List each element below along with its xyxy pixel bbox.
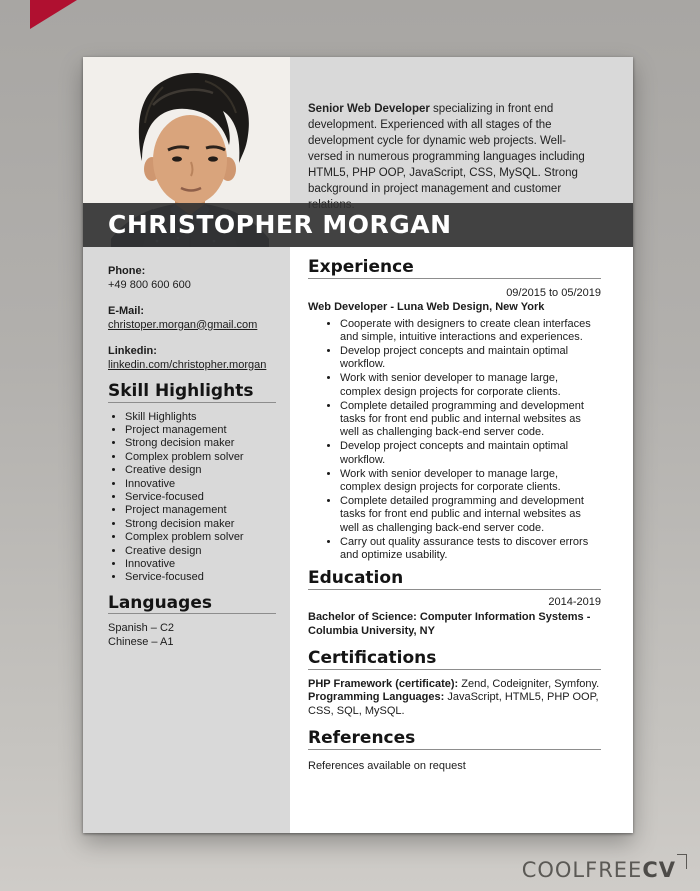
phone-value: +49 800 600 600 xyxy=(108,278,191,291)
experience-bullet: • Work with senior developer to manage large, complex design projects for corporate clients. xyxy=(340,372,601,398)
certification-label: Programming Languages: xyxy=(308,691,445,704)
certification-entry xyxy=(308,691,601,718)
references-text: References available on request xyxy=(308,759,466,772)
languages-heading: Languages xyxy=(108,597,276,615)
profile-summary xyxy=(290,57,633,203)
experience-bullet: • Work with senior developer to manage large, complex design projects for corporate clients. xyxy=(340,468,601,494)
skills-heading: Skill Highlights xyxy=(108,385,276,403)
summary-text: specializing in front end development. Experienced with all stages of the development cycle for dynamic web projects. Well-versed in numerous programming languages including HTML5, PHP OOP, JavaScript, CSS, MySQL. Strong background in project management and customer xyxy=(308,103,585,195)
skill-item: • Innovative xyxy=(125,478,276,491)
experience-bullet: • Carry out quality assurance tests to discover errors and optimize usability. xyxy=(340,536,601,562)
skill-item: • Project management xyxy=(125,504,276,517)
skill-item: • Creative design xyxy=(125,545,276,558)
cv-page xyxy=(83,57,633,833)
skill-item: • Innovative xyxy=(125,558,276,571)
experience-heading: Experience xyxy=(308,261,601,279)
certifications-section xyxy=(308,648,601,718)
certification-entry xyxy=(308,678,601,692)
skill-item: • Creative design xyxy=(125,464,276,477)
coolfreecv-logo xyxy=(522,858,687,882)
skill-item: • Skill Highlights xyxy=(125,411,276,424)
name-banner: CHRISTOPHER MORGAN xyxy=(83,203,633,247)
language-item: Spanish – C2 xyxy=(108,622,175,635)
skill-item: • Strong decision maker xyxy=(125,518,276,531)
contact-email xyxy=(108,305,276,332)
references-heading: References xyxy=(308,732,601,750)
experience-dates: 09/2015 to 05/2019 xyxy=(506,286,601,299)
contact-linkedin xyxy=(108,345,276,372)
certification-label: PHP Framework (certificate): xyxy=(308,677,459,690)
education-degree: Bachelor of Science: Computer Information Systems - Columbia University, NY xyxy=(308,611,591,637)
logo-corner-bracket-icon xyxy=(677,854,687,869)
experience-bullet: • Develop project concepts and maintain optimal workflow. xyxy=(340,440,601,466)
experience-bullet: • Develop project concepts and maintain optimal workflow. xyxy=(340,345,601,371)
email-link[interactable]: christoper.morgan@gmail.com xyxy=(108,318,258,331)
main-column xyxy=(290,247,633,833)
summary-role-bold: Senior Web Developer xyxy=(308,103,430,115)
experience-bullets xyxy=(308,318,601,563)
skills-list xyxy=(108,411,276,585)
certifications-heading: Certifications xyxy=(308,652,601,670)
experience-bullet: • Complete detailed programming and development tasks for front end public and internal websites as well as challenging back-end server code. xyxy=(340,400,601,440)
language-item: Chinese – A1 xyxy=(108,635,174,648)
email-label: E-Mail: xyxy=(108,305,145,317)
experience-bullet: • Complete detailed programming and development tasks for front end public and internal websites as well as challenging back-end server code. xyxy=(340,495,601,535)
references-section xyxy=(308,728,601,773)
red-corner-ribbon xyxy=(30,0,77,29)
education-heading: Education xyxy=(308,572,601,590)
experience-role: Web Developer - Luna Web Design, New York xyxy=(308,301,545,313)
education-dates: 2014-2019 xyxy=(548,595,601,608)
certification-value: Zend, Codeigniter, Symfony. xyxy=(458,677,600,690)
certification-value: JavaScript, HTML5, PHP OOP, CSS, SQL, MySQL. xyxy=(308,691,599,717)
contact-phone xyxy=(108,265,276,292)
skill-item: • Service-focused xyxy=(125,571,276,584)
phone-label: Phone: xyxy=(108,265,146,277)
logo-bold-text: CV xyxy=(642,858,676,882)
skill-item: • Complex problem solver xyxy=(125,451,276,464)
certification-entries xyxy=(308,678,601,719)
experience-section xyxy=(308,257,601,562)
logo-light-text: COOLFREE xyxy=(521,858,643,882)
linkedin-link[interactable]: linkedin.com/christopher.morgan xyxy=(108,358,267,371)
education-section xyxy=(308,568,601,638)
skill-item: • Complex problem solver xyxy=(125,531,276,544)
linkedin-label: Linkedin: xyxy=(108,345,157,357)
languages-section xyxy=(108,592,276,650)
experience-bullet: • Cooperate with designers to create clean interfaces and simple, intuitive interactions and experiences. xyxy=(340,318,601,344)
skill-item: • Strong decision maker xyxy=(125,437,276,450)
skill-item: • Service-focused xyxy=(125,491,276,504)
skill-item: • Project management xyxy=(125,424,276,437)
sidebar xyxy=(83,247,290,833)
languages-list xyxy=(108,622,276,649)
